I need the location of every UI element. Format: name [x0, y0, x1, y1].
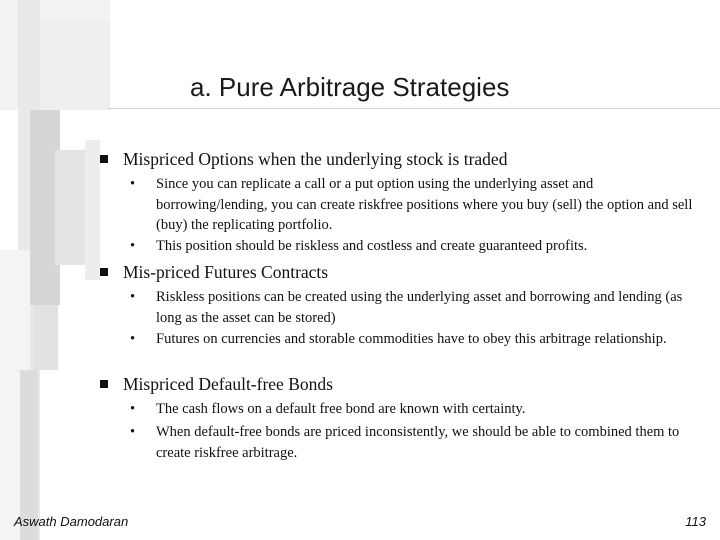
list-item-text: Futures on currencies and storable commodities have to obey this arbitrage relationship. [156, 331, 667, 347]
bullet-dot-icon: • [130, 238, 136, 254]
list-item-text: The cash flows on a default free bond are known with certainty. [156, 401, 526, 417]
bullet-dot-icon: • [130, 424, 136, 440]
square-bullet-icon [100, 268, 108, 276]
decor-block-e [85, 140, 100, 280]
list-item-text: This position should be riskless and costless and create guaranteed profits. [156, 238, 588, 254]
bullet-dot-icon: • [130, 331, 136, 347]
decor-block-f [33, 305, 58, 370]
list-item [130, 329, 705, 350]
slide-title: a. Pure Arbitrage Strategies [190, 72, 510, 102]
square-bullet-icon [100, 155, 108, 163]
footer-author: Aswath Damodaran [14, 514, 129, 529]
bullet-dot-icon: • [130, 401, 136, 417]
bullet-dot-icon: • [130, 289, 136, 305]
bullet-dot-icon: • [130, 176, 136, 192]
list-item [130, 287, 705, 328]
list-item-text: Riskless positions can be created using the underlying asset and borrowing and lending (as long as the asset can be stored) [156, 289, 683, 326]
list-item [130, 236, 705, 257]
list-item [130, 399, 705, 420]
title-divider [108, 108, 720, 109]
section-heading-text: Mispriced Default-free Bonds [123, 374, 333, 394]
square-bullet-icon [100, 380, 108, 388]
list-item [130, 422, 705, 463]
decor-block-b [40, 20, 110, 110]
list-item-text: When default-free bonds are priced inconsistently, we should be able to combined them to create riskfree arbitrage. [156, 424, 680, 461]
section-heading-text: Mispriced Options when the underlying stock is traded [123, 149, 508, 169]
section-heading-text: Mis-priced Futures Contracts [123, 262, 329, 282]
list-item [130, 174, 705, 236]
page-number: 113 [685, 514, 706, 529]
list-item-text: Since you can replicate a call or a put option using the underlying asset and borrowing/lending, you can create riskfree positions where you buy (sell) the option and sell (buy) the replicating portfolio. [156, 176, 693, 233]
